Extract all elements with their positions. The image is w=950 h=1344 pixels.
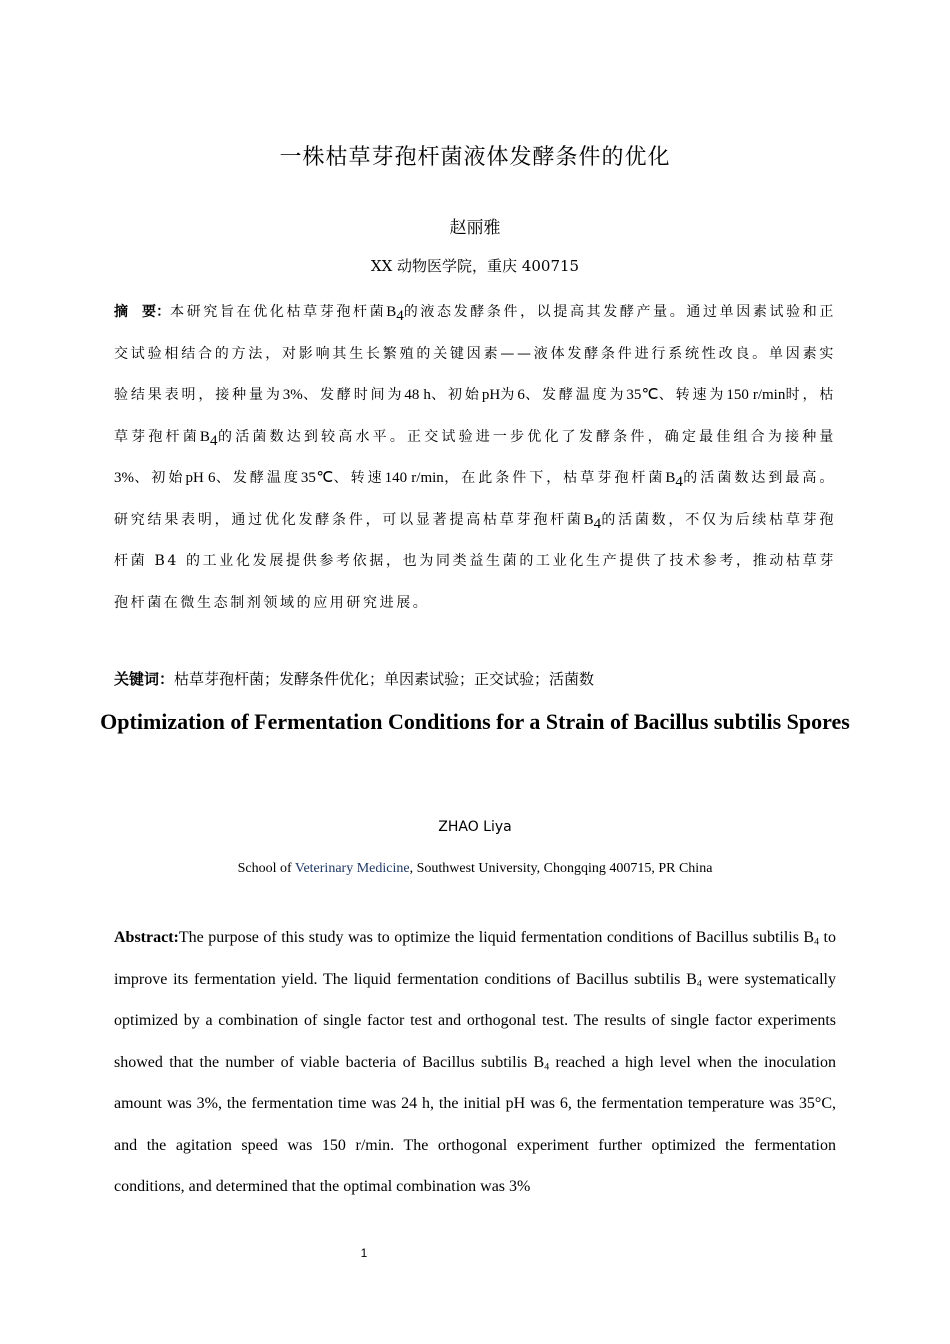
text: 、发酵温度为 [524,387,627,403]
text: ，在此条件下，枯草芽孢杆菌 [443,470,666,486]
chinese-title: 一株枯草芽孢杆菌液体发酵条件的优化 [279,145,671,170]
value: pH [481,387,501,403]
chinese-keywords-label: 关键词： [114,670,175,688]
text: 的活菌数达到最高。研究结果表明，通过优化发酵条件，可以显著提高枯草芽孢杆菌 [114,470,836,528]
text: 的液态发酵条件，以提高其发酵产量。通过单因素试验和正交试验相结合的方法，对影响其生长繁殖的关键因素——液体发酵条件进行系统性改良。单因素实验结果表明，接种量为 [114,304,836,403]
strain-code: B [583,511,594,528]
strain-code: B [665,470,676,486]
chinese-author: 赵丽雅 [449,218,501,238]
text: 、转速 [333,470,385,486]
text: 、初始 [430,387,482,403]
text: 、转速为 [658,387,727,403]
text: 、初始 [134,470,186,486]
text: 、发酵温度 [215,470,301,486]
value: 35℃ [626,387,659,403]
text: 的活菌数，不仅为后续枯草芽孢杆菌 B4 的工业化发展提供参考依据，也为同类益生菌的工业化生产提供了技术参考，推动枯草芽孢杆菌在微生态制剂领域的应用研究进展。 [114,511,836,611]
value: 3% [114,470,134,486]
english-author: ZHAO Liya [438,819,512,835]
english-abstract-label: Abstract: [114,929,179,946]
affiliation-text: School of [237,861,295,876]
strain-code: B [386,304,397,320]
text: were systematically optimized by a combination of single factor test and orthogonal test. The results of single factor experiments showed that the number of viable bacteria of Bacillus subtilis B [114,970,837,1071]
subscript: 4 [544,1060,550,1072]
page-number: 1 [360,1246,368,1260]
text: 本研究旨在优化枯草芽孢杆菌 [170,304,387,320]
value: pH 6 [185,470,216,486]
value: 140 r/min [384,470,444,486]
chinese-abstract [114,292,836,624]
english-title: Optimization of Fermentation Conditions for a Strain of Bacillus subtilis Spores [100,709,850,734]
value: 6 [517,387,525,403]
text: 的活菌数达到较高水平。正交试验进一步优化了发酵条件，确定最佳组合为接种量 [217,428,836,445]
subscript: 4 [593,515,602,532]
chinese-keywords [114,668,836,689]
value: 48 h [404,387,431,403]
value: 150 r/min [726,387,786,403]
chinese-keywords-text: 枯草芽孢杆菌；发酵条件优化；单因素试验；正交试验；活菌数 [174,670,595,688]
chinese-affiliation: XX 动物医学院，重庆 400715 [370,257,580,275]
affiliation-text: , Southwest University, Chongqing 400715, PR China [409,861,713,876]
subscript: 4 [675,473,683,490]
text: The purpose of this study was to optimize the liquid fermentation conditions of Bacillus subtilis B [178,929,815,946]
value: 35℃ [300,470,334,486]
chinese-abstract-label: 摘 要： [114,304,171,320]
subscript: 4 [396,307,404,324]
strain-code: B [199,428,210,445]
text: 为 [500,387,518,403]
affiliation-link[interactable]: Veterinary Medicine [294,861,410,876]
text: 时，枯草芽孢杆菌 [114,387,836,445]
text: reached a high level when the inoculation amount was 3%, the fermentation time was 24 h, the initial pH was 6, the fermentation temperature was 35°C, and the agitation speed was 150 r/min. The orthogonal experiment further optimized the fermentation conditions, and determined that the optimal combination was 3% [114,1053,837,1195]
english-affiliation [0,861,950,877]
value: 3% [282,387,303,403]
subscript: 4 [696,977,702,989]
text: to improve its fermentation yield. The liquid fermentation conditions of Bacillus subtilis B [114,929,836,988]
subscript: 4 [814,936,820,948]
subscript: 4 [209,432,218,449]
english-abstract [114,917,836,1208]
text: 、发酵时间为 [302,387,405,403]
